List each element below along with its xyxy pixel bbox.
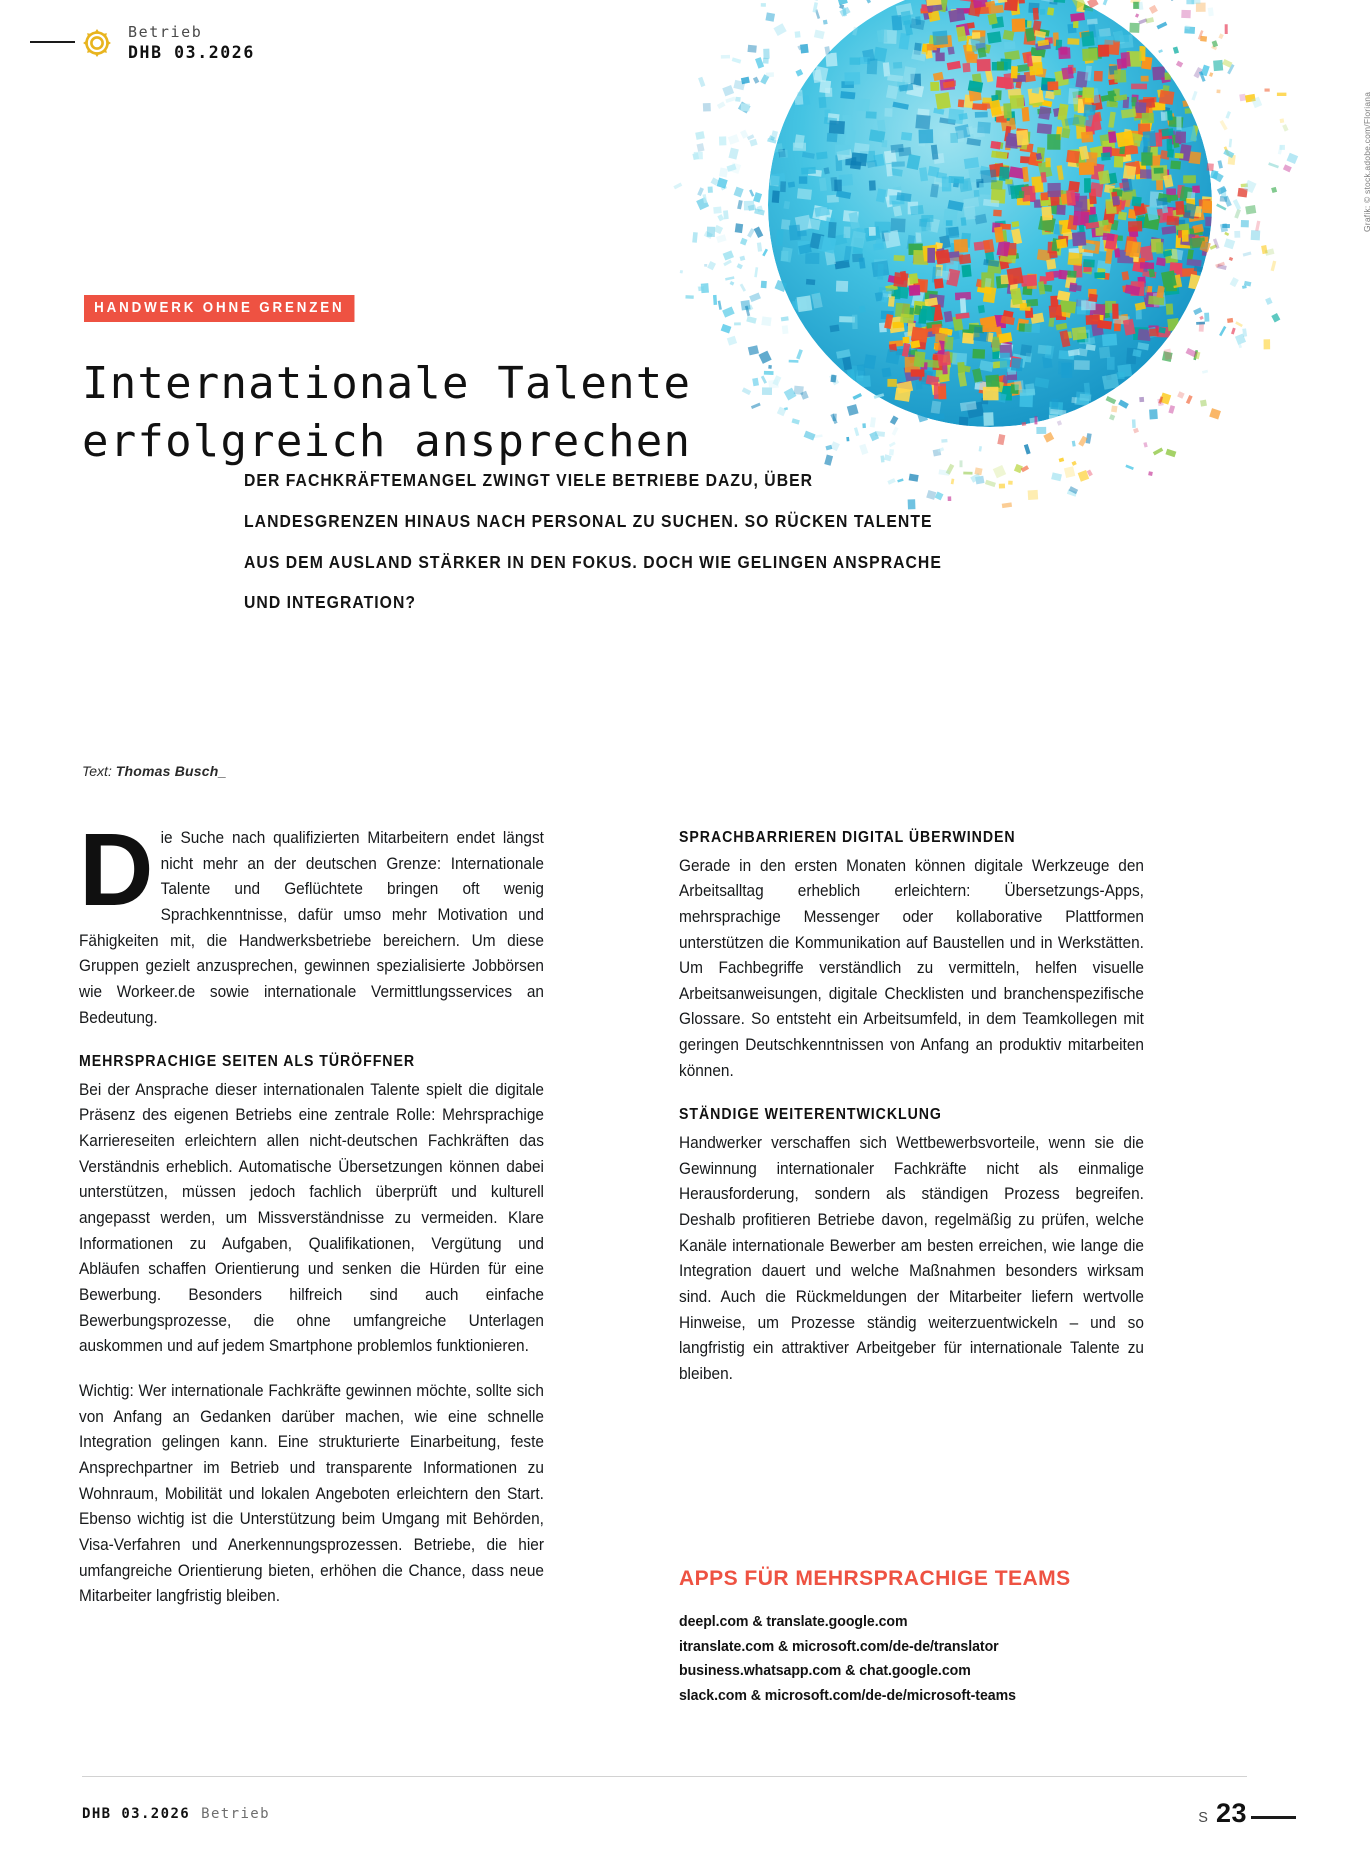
article-standfirst: DER FACHKRÄFTEMANGEL ZWINGT VIELE BETRIEBE DAZU, ÜBER LANDESGRENZEN HINAUS NACH PERSONAL ZU SUCHEN. SO RÜCKEN TALENTE AUS DEM AUSLAND STÄRKER IN DEN FOKUS. DOCH WIE GELINGEN ANSPRACHE UND INTEGRATION? xyxy=(244,470,942,613)
page-header xyxy=(80,24,255,62)
image-credit-text: Grafik: © stock.adobe.com/Floriana xyxy=(1362,91,1372,232)
headline-line-1: Internationale Talente xyxy=(82,358,692,410)
byline-author: Thomas Busch_ xyxy=(115,763,227,779)
byline-label: Text: xyxy=(82,763,112,779)
footer-right xyxy=(1198,1798,1247,1829)
image-credit xyxy=(1354,0,1372,232)
footer-left xyxy=(82,1806,270,1822)
list-item[interactable]: slack.com & microsoft.com/de-de/microsoft-teams xyxy=(679,1686,1016,1704)
gear-icon xyxy=(80,26,114,60)
apps-link-list xyxy=(679,1610,1179,1709)
intro-text: ie Suche nach qualifizierten Mitarbeitern endet längst nicht mehr an der deutschen Grenze: Internationale Talente und Geflüchtete bringen oft wenig Sprachkenntnisse, dafür umso mehr Motivation und Fähigkeiten mit, die Handwerksbetriebe bereichern. Um diese Gruppen gezielt anzusprechen, gewinnen spezialisierte Jobbörsen wie Workeer.de sowie internationale Vermittlungsservices an Bedeutung. xyxy=(79,829,544,1027)
paragraph-staendige-weiterentwicklung: Handwerker verschaffen sich Wettbewerbsvorteile, wenn sie die Gewinnung internationaler Fachkräfte nicht als einmalige Herausforderung, sondern als ständigen Prozess begreifen. Deshalb profitieren Betriebe davon, regelmäßig zu prüfen, welche Kanäle internationale Bewerber am besten erreichen, wie lange die Integration dauert und welche Maßnahmen besonders wirksam sind. Auch die Rückmeldungen der Mitarbeiter liefern wertvolle Hinweise, um Prozesse ständig weiterzuentwickeln – und so langfristig ein attraktiver Arbeitgeber für internationale Talente zu bleiben. xyxy=(679,1134,1144,1383)
footer-rule xyxy=(82,1776,1247,1777)
apps-resource-box xyxy=(679,1566,1179,1709)
section-heading-staendige-weiterentwicklung: STÄNDIGE WEITERENTWICKLUNG xyxy=(679,1106,942,1124)
page-title xyxy=(82,355,842,469)
paragraph-sprachbarrieren: Gerade in den ersten Monaten können digitale Werkzeuge den Arbeitsalltag erheblich erleichtern: Übersetzungs-Apps, mehrsprachige Messenger oder kollaborative Plattformen unterstützen die Kommunikation auf Baustellen und in Werkstätten. Um Fachbegriffe verständlich zu vermitteln, helfen visuelle Arbeitsanweisungen, digitale Checklisten und branchenspezifische Glossare. So entsteht ein Arbeitsumfeld, in dem Teamkollegen mit geringen Deutschkenntnissen von Anfang an produktiv mitarbeiten können. xyxy=(679,856,1144,1080)
body-column-right xyxy=(679,826,1144,1388)
page-number-prefix: S xyxy=(1198,1810,1208,1826)
header-rule xyxy=(30,41,75,43)
intro-paragraph xyxy=(79,812,544,1031)
article-kicker-badge: HANDWERK OHNE GRENZEN xyxy=(84,295,355,322)
paragraph-mehrsprachige-seiten: Bei der Ansprache dieser internationalen Talente spielt die digitale Präsenz des eigenen Betriebs eine zentrale Rolle: Mehrsprachige Karriereseiten erleichtern allen nicht-deutschen Fachkräften das Verständnis erheblich. Automatische Übersetzungen können dabei unterstützen, müssen jedoch fachlich überprüft und kulturell angepasst werden, um Missverständnisse zu vermeiden. Klare Informationen zu Aufgaben, Qualifikationen, Vergütung und Abläufen schaffen Orientierung und senken die Hürden für eine Bewerbung. Besonders hilfreich sind auch einfache Bewerbungsprozesse, die ohne umfangreiche Unterlagen auskommen und auf jedem Smartphone problemlos funktionieren. xyxy=(79,1080,544,1356)
byline xyxy=(82,763,226,779)
footer-issue: DHB 03.2026 xyxy=(82,1806,191,1822)
footer-dash xyxy=(1251,1816,1296,1819)
drop-cap: D xyxy=(79,812,154,927)
section-heading-mehrsprachige-seiten: MEHRSPRACHIGE SEITEN ALS TÜRÖFFNER xyxy=(79,1053,416,1071)
page-number: 23 xyxy=(1215,1798,1247,1828)
header-section-label: Betrieb xyxy=(128,23,203,41)
list-item[interactable]: itranslate.com & microsoft.com/de-de/translator xyxy=(679,1637,999,1655)
list-item[interactable]: business.whatsapp.com & chat.google.com xyxy=(679,1662,971,1680)
section-heading-sprachbarrieren: SPRACHBARRIEREN DIGITAL ÜBERWINDEN xyxy=(679,829,1016,846)
header-issue-label: DHB 03.2026 xyxy=(128,42,255,62)
apps-box-title: APPS FÜR MEHRSPRACHIGE TEAMS xyxy=(679,1566,1071,1590)
list-item[interactable]: deepl.com & translate.google.com xyxy=(679,1613,908,1630)
body-column-left xyxy=(79,812,544,1610)
footer-section: Betrieb xyxy=(201,1806,270,1822)
paragraph-wichtig-integration: Wichtig: Wer internationale Fachkräfte gewinnen möchte, sollte sich von Anfang an Gedanken darüber machen, wie eine schnelle Integration gelingen kann. Eine strukturierte Einarbeitung, feste Ansprechpartner im Betrieb und transparente Informationen zu Wohnraum, Mobilität und lokalen Angeboten erleichtern den Start. Ebenso wichtig ist die Unterstützung beim Umgang mit Behörden, Visa-Verfahren und Anerkennungsprozessen. Betriebe, die hier umfangreiche Orientierung bieten, erhöhen die Chance, dass neue Mitarbeiter langfristig bleiben. xyxy=(79,1382,544,1606)
headline-line-2: erfolgreich ansprechen xyxy=(82,415,692,467)
